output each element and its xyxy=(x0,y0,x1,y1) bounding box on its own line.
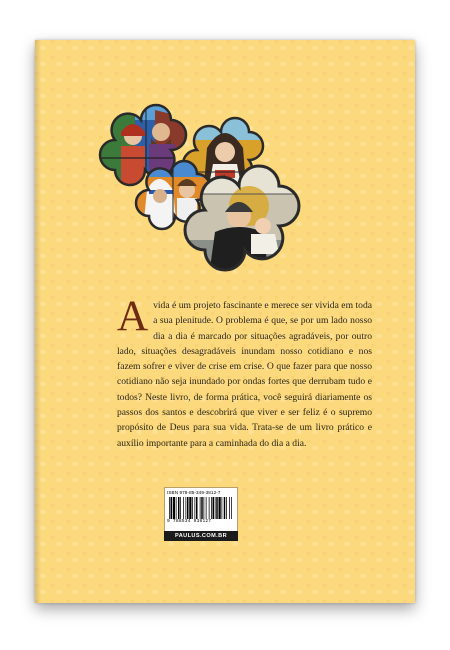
barcode-bar xyxy=(178,497,180,519)
back-cover-blurb xyxy=(117,293,372,451)
barcode-bar xyxy=(183,497,184,519)
barcode-bar xyxy=(213,497,215,519)
barcode-bar xyxy=(173,497,175,519)
drop-cap: A xyxy=(117,293,149,340)
barcode-bar xyxy=(186,497,187,519)
stained-glass-collage xyxy=(35,40,415,290)
barcode-bar xyxy=(224,497,226,519)
barcode-bar xyxy=(216,497,218,519)
barcode-bar xyxy=(195,497,196,519)
isbn-barcode xyxy=(164,487,238,532)
barcode-bar xyxy=(189,497,191,519)
isbn-digits: 9 788534 938127 xyxy=(167,519,212,524)
barcode-bar xyxy=(200,497,201,519)
blurb-text: vida é um projeto fascinante e merece ser vivida em toda a sua plenitude. O problema é que, se por um lado nosso dia a dia é marcado por situações agradáveis, por outro lado, situações desagradáveis inundam nosso cotidiano e nos fazem sofrer e viver de crise em crise. O que fazer para que nosso cotidiano não seja inundado por ondas fortes que derrubam tudo e todos? Neste livro, de forma prática, você seguirá diariamente os passos dos santos e descobrirá que viver e ser feliz é o supremo propósito de Deus para sua vida. Trata-se de um livro prático e auxílio importante para a caminhada do dia a dia. xyxy=(117,300,372,449)
barcode-bar xyxy=(226,497,227,519)
barcode-bar xyxy=(201,497,203,519)
barcode-bar xyxy=(231,497,232,519)
barcode-bar xyxy=(219,497,221,519)
barcode-bar xyxy=(171,497,173,519)
barcode-bar xyxy=(176,497,177,519)
barcode-bars xyxy=(169,497,233,519)
barcode-bar xyxy=(215,497,216,519)
barcode-bar xyxy=(222,497,223,519)
barcode-bar xyxy=(229,497,230,519)
isbn-label: ISBN 978-85-349-3812-7 xyxy=(167,490,221,495)
barcode-bar xyxy=(169,497,170,519)
barcode-bar xyxy=(180,497,181,519)
barcode-bar xyxy=(211,497,212,519)
barcode-bar xyxy=(209,497,210,519)
barcode-bar xyxy=(192,497,193,519)
barcode-bar xyxy=(204,497,205,519)
publisher-url: PAULUS.COM.BR xyxy=(164,531,238,541)
barcode-bar xyxy=(206,497,207,519)
barcode-bar xyxy=(187,497,189,519)
barcode-bar xyxy=(196,497,198,519)
